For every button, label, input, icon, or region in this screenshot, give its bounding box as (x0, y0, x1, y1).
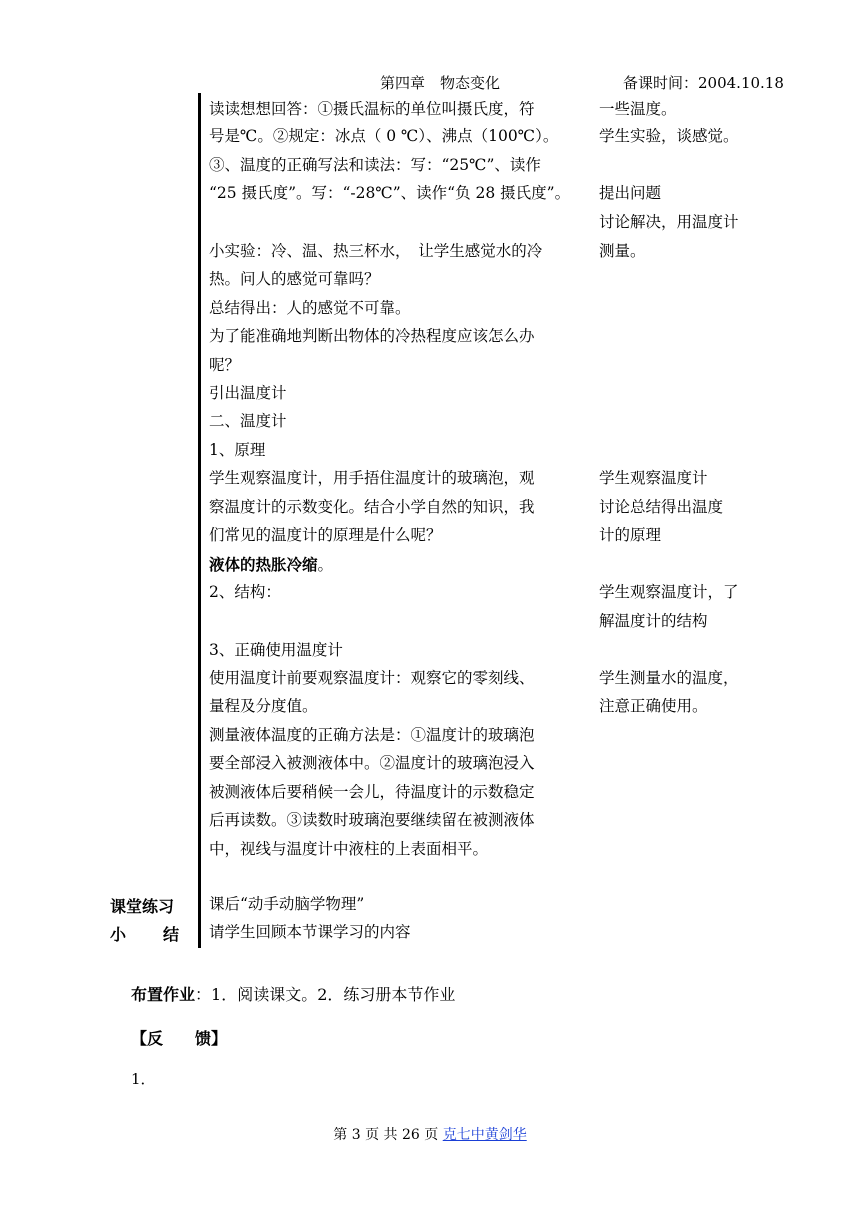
content-line: 使用温度计前要观察温度计：观察它的零刻线、 (209, 669, 535, 687)
content-line: 要全部浸入被测液体中。②温度计的玻璃泡浸入 (209, 754, 535, 772)
content-line: 测量液体温度的正确方法是：①温度计的玻璃泡 (209, 726, 535, 744)
table-divider (198, 93, 201, 948)
content-line: 引出温度计 (209, 384, 287, 402)
side-note: 讨论总结得出温度 (599, 498, 724, 516)
side-note: 学生观察温度计 (599, 469, 708, 487)
summary-text: 请学生回顾本节课学习的内容 (209, 923, 411, 941)
page-footer (0, 1124, 860, 1144)
summary-label-right: 结 (163, 925, 180, 944)
prep-date: 备课时间：2004.10.18 (623, 74, 784, 92)
page-count: 第 3 页 共 26 页 (333, 1127, 443, 1143)
side-note: 计的原理 (599, 526, 662, 544)
content-line: 读读想想回答：①摄氏温标的单位叫摄氏度，符 (209, 100, 535, 118)
side-note: 一些温度。 (599, 100, 677, 118)
homework (131, 982, 455, 1005)
content-line: 察温度计的示数变化。结合小学自然的知识，我 (209, 498, 535, 516)
side-note: 注意正确使用。 (599, 697, 708, 715)
content-line: 总结得出：人的感觉不可靠。 (209, 299, 411, 317)
side-note: 学生实验，谈感觉。 (599, 127, 739, 145)
principle-answer (209, 551, 587, 579)
content-line: 后再读数。③读数时玻璃泡要继续留在被测液体 (209, 811, 535, 829)
side-note: 测量。 (599, 242, 646, 260)
side-note: 提出问题 (599, 184, 662, 202)
content-line: 们常见的温度计的原理是什么呢？ (209, 526, 442, 544)
homework-text: ：1．阅读课文。2．练习册本节作业 (195, 985, 456, 1004)
side-note: 学生观察温度计，了 (599, 583, 739, 601)
practice-text: 课后“动手动脑学物理” (209, 895, 365, 913)
principle-bold-text: 液体的热胀冷缩 (209, 555, 318, 574)
content-line: 学生观察温度计，用手捂住温度计的玻璃泡，观 (209, 469, 535, 487)
side-note: 学生测量水的温度， (599, 669, 739, 687)
content-line: 中，视线与温度计中液柱的上表面相平。 (209, 840, 489, 858)
content-line: 量程及分度值。 (209, 697, 318, 715)
feedback-heading: 【反 馈】 (131, 1029, 228, 1048)
summary-label-left: 小 (110, 925, 127, 944)
content-line: 号是℃。②规定：冰点（ 0 ℃）、沸点（100℃）。 (209, 127, 559, 145)
content-line: “25 摄氏度”。写：“-28℃”、读作“负 28 摄氏度”。 (209, 184, 571, 202)
homework-label: 布置作业 (131, 985, 196, 1004)
content-line: 呢？ (209, 356, 241, 374)
section-heading: 二、温度计 (209, 412, 287, 430)
subsection-heading: 3、正确使用温度计 (209, 641, 343, 659)
practice-label: 课堂练习 (110, 897, 175, 916)
subsection-heading: 2、结构： (209, 583, 281, 601)
content-line: 为了能准确地判断出物体的冷热程度应该怎么办 (209, 327, 535, 345)
author-link[interactable]: 克七中黄剑华 (442, 1127, 527, 1143)
content-line: 热。问人的感觉可靠吗？ (209, 270, 380, 288)
content-line: 被测液体后要稍候一会儿，待温度计的示数稳定 (209, 783, 535, 801)
side-note: 解温度计的结构 (599, 612, 708, 630)
side-note: 讨论解决，用温度计 (599, 213, 739, 231)
content-line: ③、温度的正确写法和读法：写：“25℃”、读作 (209, 156, 541, 174)
subsection-heading: 1、原理 (209, 441, 266, 459)
feedback-item-1: 1． (131, 1070, 156, 1088)
chapter-title: 第四章 物态变化 (380, 74, 501, 92)
content-line: 小实验：冷、温、热三杯水， 让学生感觉水的冷 (209, 242, 543, 260)
principle-punct: 。 (317, 556, 334, 574)
